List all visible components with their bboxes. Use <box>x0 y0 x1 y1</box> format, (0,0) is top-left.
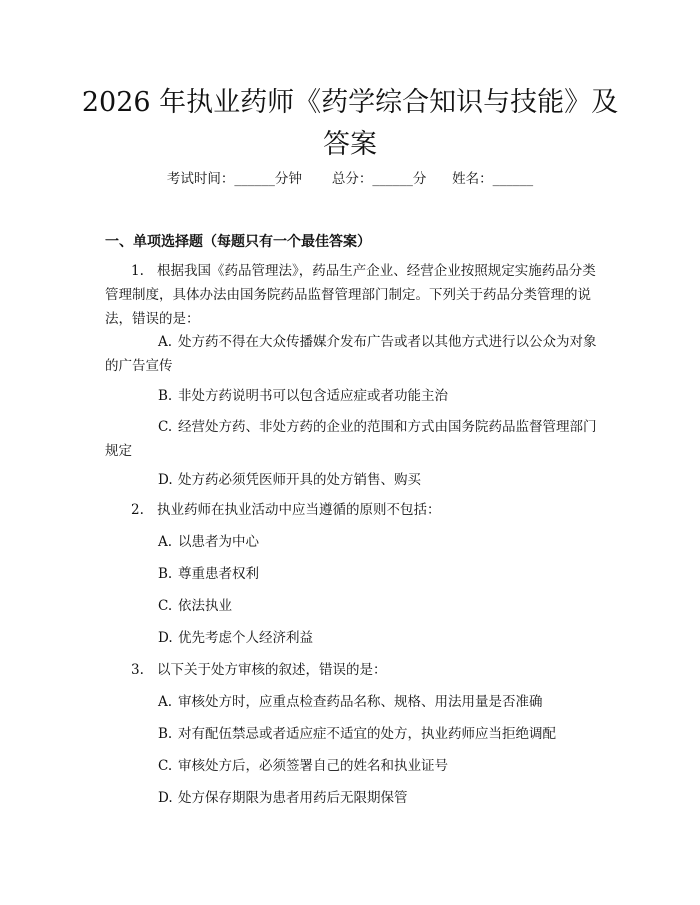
document-title: 2026 年执业药师《药学综合知识与技能》及答案 <box>81 87 619 160</box>
q3-option-d <box>105 786 600 810</box>
option-letter: D. <box>158 630 173 646</box>
option-text: 依法执业 <box>178 598 232 614</box>
q3-option-a <box>105 690 600 714</box>
exam-time-label: 考试时间： <box>166 171 235 187</box>
option-letter: B. <box>158 566 173 582</box>
question-number: 2. <box>131 502 144 518</box>
option-text: 审核处方时，应重点检查药品名称、规格、用法用量是否准确 <box>178 694 543 710</box>
q2-option-d <box>105 626 600 650</box>
option-text: 处方保存期限为患者用药后无限期保管 <box>178 790 408 806</box>
q3-option-c <box>105 754 600 778</box>
option-text: 非处方药说明书可以包含适应症或者功能主治 <box>178 388 448 404</box>
question-2 <box>105 498 600 522</box>
q1-option-b <box>105 384 600 408</box>
q3-option-b <box>105 722 600 746</box>
exam-info-line <box>0 167 700 187</box>
question-number: 3. <box>131 662 144 678</box>
option-letter: C. <box>158 758 173 774</box>
q1-option-a <box>105 330 600 378</box>
exam-time-unit: 分钟 <box>274 171 302 187</box>
q2-option-c <box>105 594 600 618</box>
question-1 <box>105 259 600 331</box>
option-text: 审核处方后，必须签署自己的姓名和执业证号 <box>178 758 448 774</box>
name-label: 姓名： <box>452 171 493 187</box>
option-text: 处方药必须凭医师开具的处方销售、购买 <box>178 472 421 488</box>
option-text: 处方药不得在大众传播媒介发布广告或者以其他方式进行以公众为对象的广告宣传 <box>105 334 597 374</box>
question-text: 以下关于处方审核的叙述，错误的是： <box>157 662 387 678</box>
option-letter: C. <box>158 598 173 614</box>
option-text: 以患者为中心 <box>178 534 259 550</box>
option-letter: B. <box>158 388 173 404</box>
total-score-blank: ______ <box>372 171 413 187</box>
total-score-unit: 分 <box>412 171 427 187</box>
option-text: 经营处方药、非处方药的企业的范围和方式由国务院药品监督管理部门规定 <box>105 419 597 459</box>
question-3 <box>105 658 600 682</box>
option-letter: A. <box>158 694 173 710</box>
option-letter: D. <box>158 790 173 806</box>
option-text: 优先考虑个人经济利益 <box>178 630 313 646</box>
option-letter: A. <box>158 534 173 550</box>
q2-option-a <box>105 530 600 554</box>
question-text: 执业药师在执业活动中应当遵循的原则不包括： <box>157 502 441 518</box>
question-number: 1. <box>131 263 144 279</box>
section-heading: 一、单项选择题（每题只有一个最佳答案） <box>105 234 371 250</box>
total-score-label: 总分： <box>331 171 373 187</box>
question-text: 根据我国《药品管理法》，药品生产企业、经营企业按照规定实施药品分类管理制度，具体办法由国务院药品监督管理部门制定。下列关于药品分类管理的说法，错误的是： <box>105 263 596 327</box>
exam-time-blank: ______ <box>234 171 275 187</box>
option-letter: A. <box>158 334 173 350</box>
option-letter: C. <box>158 419 173 435</box>
name-blank: ______ <box>492 171 534 187</box>
option-letter: B. <box>158 726 173 742</box>
q1-option-c <box>105 415 600 463</box>
option-text: 对有配伍禁忌或者适应症不适宜的处方，执业药师应当拒绝调配 <box>178 726 556 742</box>
q1-option-d <box>105 468 600 492</box>
option-letter: D. <box>158 472 173 488</box>
q2-option-b <box>105 562 600 586</box>
option-text: 尊重患者权利 <box>178 566 259 582</box>
